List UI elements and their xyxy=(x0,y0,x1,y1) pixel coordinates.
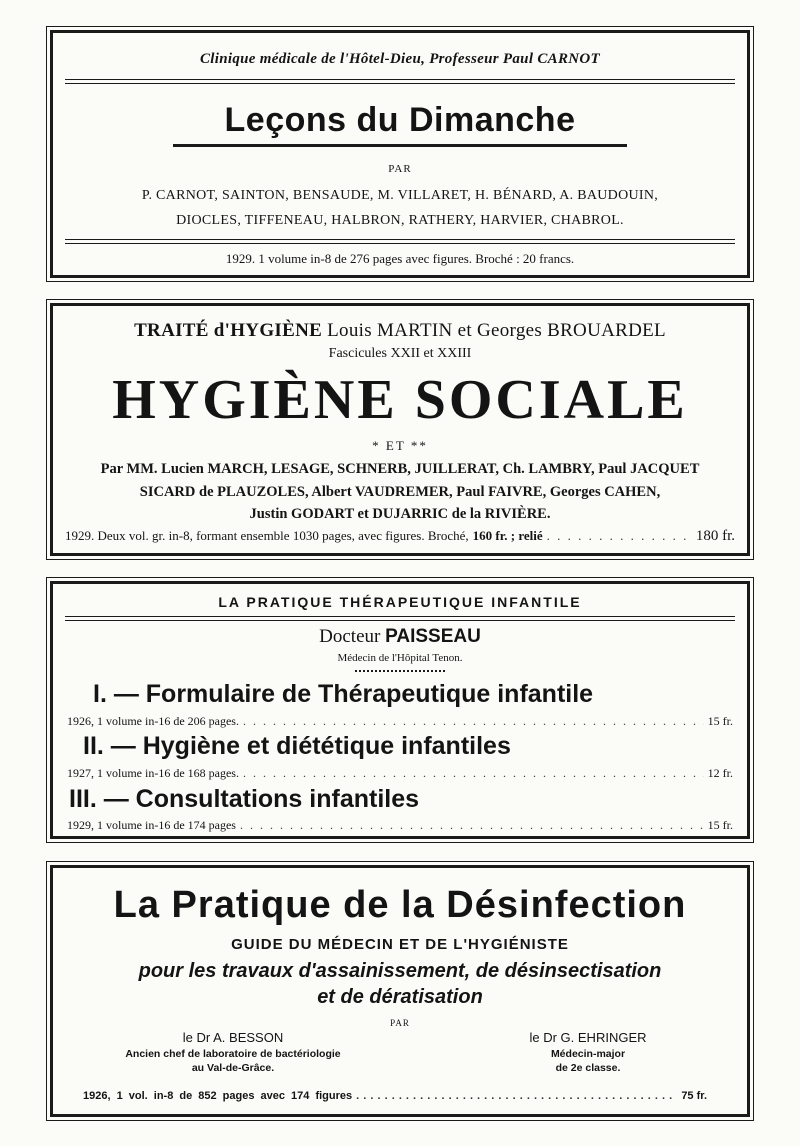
pratique-header: LA PRATIQUE THÉRAPEUTIQUE INFANTILE xyxy=(218,594,582,610)
desinfection-leader-dots xyxy=(356,1090,677,1102)
hygiene-relie-price: 180 fr. xyxy=(695,528,735,544)
pratique-item-3-dots xyxy=(240,818,704,833)
hygiene-ad xyxy=(50,303,750,556)
pratique-doctor-name: PAISSEAU xyxy=(385,626,481,647)
hygiene-details-row xyxy=(65,528,735,545)
desinfection-author-1-name: le Dr A. BESSON xyxy=(182,1030,284,1045)
hygiene-header-authors: Louis MARTIN et Georges BROUARDEL xyxy=(327,320,666,341)
pratique-item-1-price: 15 fr. xyxy=(707,714,733,728)
desinfection-author-2-name: le Dr G. EHRINGER xyxy=(529,1030,647,1045)
pratique-doctor-prefix: Docteur xyxy=(319,626,381,647)
pratique-item-1-dots xyxy=(243,714,704,729)
desinfection-author-1-title-line2: au Val-de-Grâce. xyxy=(191,1062,275,1074)
lecons-header: Clinique médicale de l'Hôtel-Dieu, Professeur Paul CARNOT xyxy=(199,51,600,67)
lecons-details: 1929. 1 volume in-8 de 276 pages avec figures. Broché : 20 francs. xyxy=(225,251,575,266)
hygiene-details: 1929. Deux vol. gr. in-8, formant ensemble 1030 pages, avec figures. Broché, xyxy=(65,528,469,543)
desinfection-author-1-title-line1: Ancien chef de laboratoire de bactériologie xyxy=(125,1048,341,1060)
pratique-doctor xyxy=(53,626,747,648)
desinfection-author-2 xyxy=(453,1030,723,1074)
hygiene-broche-price: 160 fr. ; relié xyxy=(472,528,543,543)
desinfection-author-2-title-line1: Médecin-major xyxy=(550,1048,626,1060)
pratique-ornament-rule xyxy=(355,670,445,672)
hygiene-fascicules: Fascicules XXII et XXIII xyxy=(328,346,472,361)
hygiene-authors-line2: SICARD de PLAUZOLES, Albert VAUDREMER, Paul FAIVRE, Georges CAHEN, xyxy=(139,484,661,500)
pratique-item-2-row xyxy=(67,766,733,781)
hygiene-authors-line3: Justin GODART et DUJARRIC de la RIVIÈRE. xyxy=(249,506,551,522)
pratique-ad xyxy=(50,581,750,839)
hygiene-leader-dots xyxy=(547,528,692,544)
pratique-item-3-price: 15 fr. xyxy=(707,818,733,832)
desinfection-subtitle: GUIDE DU MÉDECIN ET DE L'HYGIÉNISTE xyxy=(231,936,569,953)
lecons-ad xyxy=(50,30,750,278)
desinfection-author-2-title-line2: de 2e classe. xyxy=(555,1062,621,1074)
hygiene-header-prefix: TRAITÉ d'HYGIÈNE xyxy=(134,320,323,341)
desinfection-purpose-line1: pour les travaux d'assainissement, de désinsectisation xyxy=(138,960,662,982)
desinfection-par: PAR xyxy=(390,1018,410,1028)
pratique-header-rule xyxy=(65,616,735,621)
pratique-item-3-row xyxy=(67,818,733,833)
pratique-item-3-title: III. — Consultations infantiles xyxy=(69,785,420,813)
desinfection-details: 1926, 1 vol. in-8 de 852 pages avec 174 figures xyxy=(83,1090,353,1102)
hygiene-title: HYGIÈNE SOCIALE xyxy=(112,369,688,431)
desinfection-title: La Pratique de la Désinfection xyxy=(113,884,687,926)
lecons-authors-line1: P. CARNOT, SAINTON, BENSAUDE, M. VILLARET, H. BÉNARD, A. BAUDOUIN, xyxy=(141,188,659,203)
pratique-doctor-title: Médecin de l'Hôpital Tenon. xyxy=(337,652,463,664)
desinfection-author-1 xyxy=(93,1030,373,1074)
desinfection-purpose-line2: et de dératisation xyxy=(317,986,483,1008)
pratique-item-2-price: 12 fr. xyxy=(707,766,733,780)
pratique-item-1-title: I. — Formulaire de Thérapeutique infantile xyxy=(93,680,594,708)
pratique-item-2-title: II. — Hygiène et diététique infantiles xyxy=(83,732,511,760)
pratique-item-1-row xyxy=(67,714,733,729)
lecons-authors-line2: DIOCLES, TIFFENEAU, HALBRON, RATHERY, HARVIER, CHABROL. xyxy=(176,213,624,228)
pratique-item-2-dots xyxy=(243,766,704,781)
hygiene-volumes: * ET ** xyxy=(372,438,428,453)
lecons-par: PAR xyxy=(388,163,412,175)
pratique-item-3-details: 1929, 1 volume in-16 de 174 pages xyxy=(67,818,236,832)
lecons-top-rule xyxy=(65,79,735,84)
hygiene-authors-line1: Par MM. Lucien MARCH, LESAGE, SCHNERB, JUILLERAT, Ch. LAMBRY, Paul JACQUET xyxy=(100,461,700,477)
desinfection-details-row xyxy=(83,1090,707,1102)
hygiene-header xyxy=(53,320,747,342)
lecons-bottom-rule xyxy=(65,239,735,244)
pratique-item-1-details: 1926, 1 volume in-16 de 206 pages. xyxy=(67,714,239,728)
desinfection-price: 75 fr. xyxy=(681,1090,707,1102)
pratique-item-2-details: 1927, 1 volume in-16 de 168 pages. xyxy=(67,766,239,780)
lecons-title: Leçons du Dimanche xyxy=(224,101,576,139)
desinfection-ad xyxy=(50,865,750,1117)
lecons-title-underline xyxy=(173,144,627,147)
